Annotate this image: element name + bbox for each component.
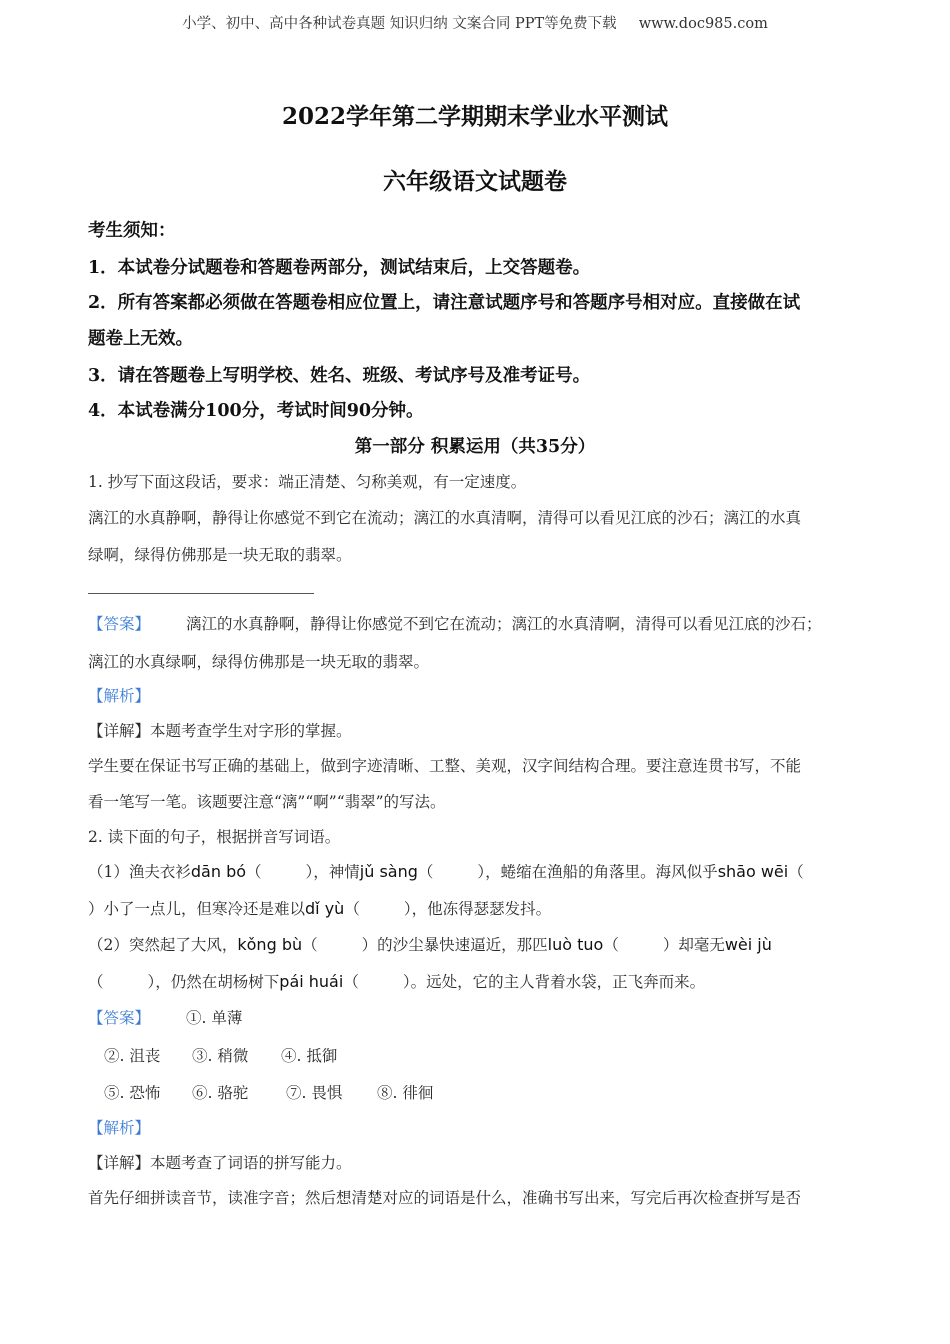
q2-analysis-tag: 【解析】	[88, 1119, 151, 1137]
q1-answer	[88, 612, 822, 634]
q2-sentence-2-cont	[88, 970, 705, 992]
notice-item-4: 4．本试卷满分100分，考试时间90分钟。	[88, 401, 424, 421]
q2-text: ），他冻得瑟瑟发抖。	[403, 900, 552, 918]
answer-item: ①. 单薄	[186, 1009, 243, 1027]
q2-text: （	[344, 900, 360, 918]
q2-text: ），仍然在胡杨树下	[147, 973, 280, 991]
q2-answer-row-3	[104, 1081, 433, 1103]
answer-tag: 【答案】	[88, 1009, 151, 1027]
q1-passage-cont: 绿啊，绿得仿佛那是一块无取的翡翠。	[88, 546, 352, 564]
pinyin: shāo wēi	[717, 862, 789, 881]
q1-explain: 学生要在保证书写正确的基础上，做到字迹清晰、工整、美观，汉字间结构合理。要注意连贯书写，不能	[88, 757, 802, 775]
pinyin: jǔ sàng	[359, 862, 418, 881]
pinyin: dǐ yù	[305, 899, 345, 918]
notice-item-2: 2．所有答案都必须做在答题卷相应位置上，请注意试题序号和答题序号相对应。直接做在试	[88, 293, 801, 313]
pinyin: luò tuo	[547, 935, 604, 954]
pinyin: pái huái	[279, 972, 344, 991]
answer-item: ④. 抵御	[281, 1047, 338, 1065]
q2-text: （1）渔夫衣衫	[88, 863, 191, 881]
answer-item: ⑧. 徘徊	[377, 1084, 434, 1102]
q2-explain: 首先仔细拼读音节，读准字音；然后想清楚对应的词语是什么，准确书写出来，写完后再次检查拼写是否	[88, 1189, 802, 1207]
q1-answer-cont: 漓江的水真绿啊，绿得仿佛那是一块无取的翡翠。	[88, 653, 430, 671]
q2-answer-row-2	[104, 1044, 337, 1066]
answer-item: ⑤. 恐怖	[104, 1084, 161, 1102]
q2-text: （	[302, 936, 318, 954]
q1-analysis-tag: 【解析】	[88, 687, 151, 705]
q2-text: ）的沙尘暴快速逼近，那匹	[361, 936, 548, 954]
q2-sentence-2	[88, 933, 772, 955]
q2-detail: 【详解】本题考查了词语的拼写能力。	[88, 1154, 352, 1172]
q2-text: ），神情	[305, 863, 360, 881]
pinyin: wèi jù	[724, 935, 772, 954]
q2-text: ），蜷缩在渔船的角落里。海风似乎	[477, 863, 718, 881]
notice-item-1: 1．本试卷分试题卷和答题卷两部分，测试结束后，上交答题卷。	[88, 258, 591, 278]
notice-heading: 考生须知：	[88, 221, 176, 241]
q1-answer-text: 漓江的水真静啊，静得让你感觉不到它在流动；漓江的水真清啊，清得可以看见江底的沙石；	[186, 615, 822, 633]
header-text: 小学、初中、高中各种试卷真题 知识归纳 文案合同 PPT等免费下载	[182, 16, 617, 32]
q2-text: ）。远处，它的主人背着水袋，正飞奔而来。	[402, 973, 706, 991]
exam-subtitle: 六年级语文试题卷	[383, 168, 567, 195]
q2-text: （2）突然起了大风，	[88, 936, 238, 954]
q2-text: （	[788, 863, 804, 881]
answer-item: ②. 沮丧	[104, 1047, 161, 1065]
q1-stem: 1. 抄写下面这段话，要求：端正清楚、匀称美观，有一定速度。	[88, 473, 527, 491]
q2-text: （	[343, 973, 359, 991]
q1-detail: 【详解】本题考查学生对字形的掌握。	[88, 722, 352, 740]
q2-answer-row-1	[88, 1006, 242, 1028]
q2-stem: 2. 读下面的句子，根据拼音写词语。	[88, 828, 341, 846]
q2-text: （	[603, 936, 619, 954]
q2-text: （	[246, 863, 262, 881]
pinyin: dān bó	[190, 862, 247, 881]
q2-sentence-1-cont	[88, 897, 551, 919]
page-header	[0, 12, 950, 33]
q2-sentence-1	[88, 860, 804, 882]
answer-item: ⑥. 骆驼	[192, 1084, 249, 1102]
part1-title: 第一部分 积累运用（共35分）	[354, 437, 596, 457]
header-site-link[interactable]: www.doc985.com	[638, 16, 768, 32]
answer-item: ⑦. 畏惧	[286, 1084, 343, 1102]
answer-line	[88, 593, 314, 594]
pinyin: kǒng bù	[237, 935, 303, 954]
q2-text: ）小了一点儿，但寒冷还是难以	[88, 900, 306, 918]
q2-text: ）却毫无	[662, 936, 725, 954]
answer-tag: 【答案】	[88, 615, 151, 633]
q2-text: （	[88, 973, 104, 991]
q1-passage: 漓江的水真静啊，静得让你感觉不到它在流动；漓江的水真清啊，清得可以看见江底的沙石；漓江的水真	[88, 509, 802, 527]
exam-title: 2022学年第二学期期末学业水平测试	[281, 103, 668, 130]
q1-explain-cont: 看一笔写一笔。该题要注意“漓”“啊”“翡翠”的写法。	[88, 793, 446, 811]
answer-item: ③. 稍微	[192, 1047, 249, 1065]
notice-item-2-cont: 题卷上无效。	[88, 329, 193, 349]
q2-text: （	[417, 863, 434, 881]
notice-item-3: 3．请在答题卷上写明学校、姓名、班级、考试序号及准考证号。	[88, 366, 591, 386]
